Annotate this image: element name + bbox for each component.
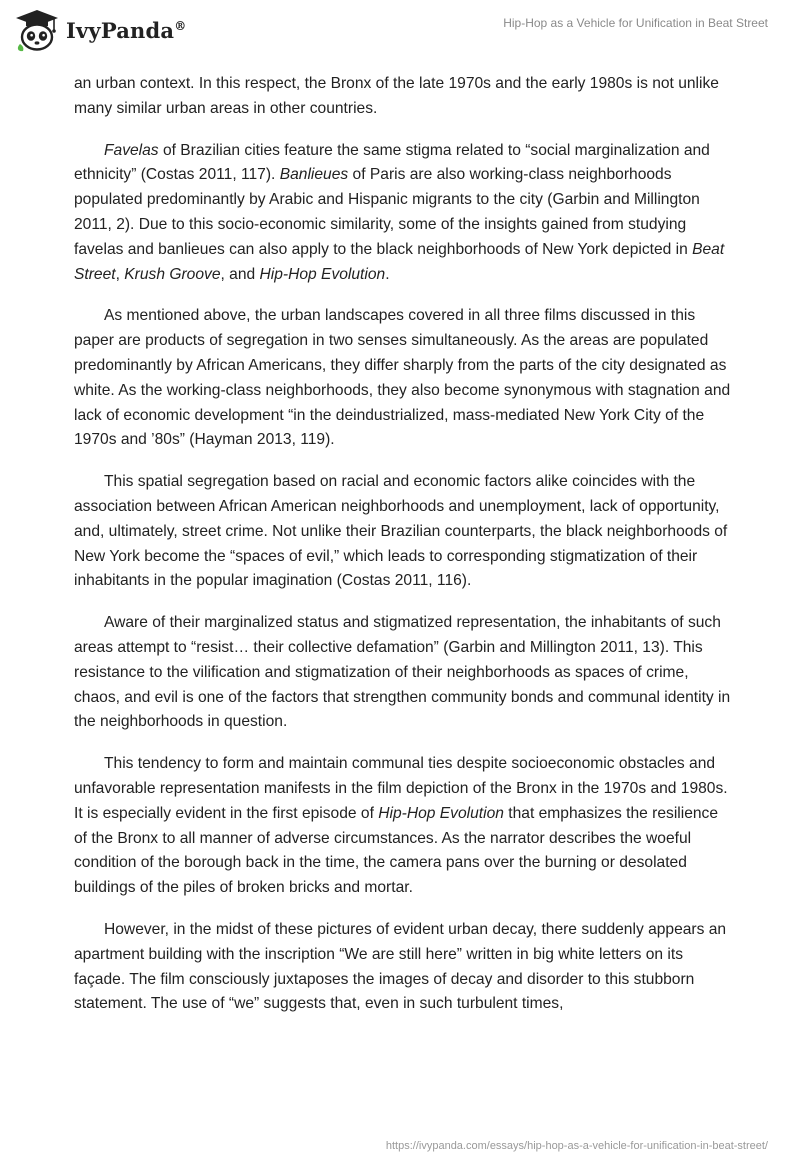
italic-title: Hip-Hop Evolution [378, 804, 504, 822]
panda-logo-icon [14, 8, 60, 52]
paragraph [74, 139, 734, 288]
italic-title: Favelas [104, 141, 159, 159]
text-run: an urban context. In this respect, the Bronx of the late 1970s and the early 1980s is not unlike many similar urban areas in other countries. [74, 75, 719, 117]
paragraph [74, 470, 734, 594]
source-url: https://ivypanda.com/essays/hip-hop-as-a-vehicle-for-unification-in-beat-street/ [385, 1140, 768, 1152]
paragraph [74, 752, 734, 901]
document-title: Hip-Hop as a Vehicle for Unification in Beat Street [503, 16, 768, 30]
text-run: that emphasizes the resilience of the Bronx to all manner of adverse circumstances. As the narrator describes the woeful condition of the borough back in the time, the camera pans over the burning or desolated buildings of the piles of broken bricks and mortar. [74, 804, 719, 897]
text-run: of Paris are also working-class neighborhoods populated predominantly by Arabic and Hispanic migrants to the city (Garbin and Millington 2011, 2). Due to this socio-economic similarity, some of the insights gained from studying favelas and banlieues can also apply to the black neighborhoods of New York depicted in [74, 166, 700, 258]
italic-title: Beat Street [74, 240, 725, 283]
paragraph [74, 918, 734, 1017]
paragraph [74, 72, 734, 122]
italic-title: Banlieues [279, 166, 349, 184]
text-run: , and [220, 265, 260, 283]
paragraph [74, 611, 734, 735]
text-run: . [385, 265, 390, 283]
text-run: of Brazilian cities feature the same stigma related to “social marginalization and ethnicity” (Costas 2011, 117). [74, 141, 710, 184]
paragraph [74, 304, 734, 453]
italic-title: Krush Groove [124, 265, 221, 283]
text-run: Aware of their marginalized status and stigmatized representation, the inhabitants of such areas attempt to “resist… their collective defamation” (Garbin and Millington 2011, 13). This resistance to the vilification and stigmatization of their neighborhoods as spaces of crime, chaos, and evil is one of the factors that strengthen community bonds and communal identity in the neighborhoods in question. [74, 614, 731, 731]
text-run: This tendency to form and maintain communal ties despite socioeconomic obstacles and unfavorable representation manifests in the film depiction of the Bronx in the 1970s and 1980s. It is especially evident in the first episode of [74, 755, 728, 822]
essay-body [74, 72, 734, 1034]
text-run: As mentioned above, the urban landscapes covered in all three films discussed in this paper are products of segregation in two senses simultaneously. As the areas are populated predominantly by African Americans, they differ sharply from the parts of the city designated as white. As the working-class neighborhoods, they also become synonymous with stagnation and lack of economic development “in the deindustrialized, mass-mediated New York City of the 1970s and ’80s” (Hayman 2013, 119). [74, 307, 731, 449]
page-header [0, 0, 800, 64]
italic-title: Hip-Hop Evolution [259, 265, 386, 283]
text-run: However, in the midst of these pictures of evident urban decay, there suddenly appears an apartment building with the inscription “We are still here” written in big white letters on its façade. The film consciously juxtaposes the images of decay and disorder to this stubborn statement. The use of “we” suggests that, even in such turbulent times, [74, 920, 727, 1013]
text-run: , [115, 265, 125, 283]
ivypanda-logo[interactable] [14, 8, 186, 52]
brand-name: IvyPanda® [66, 17, 187, 43]
text-run: This spatial segregation based on racial and economic factors alike coincides with the association between African American neighborhoods and unemployment, lack of opportunity, and, ultimately, street crime. Not unlike their Brazilian counterparts, the black neighborhoods of New York become the “spaces of evil,” which leads to corresponding stigmatization of their inhabitants in the popular imagination (Costas 2011, 116). [74, 473, 728, 590]
